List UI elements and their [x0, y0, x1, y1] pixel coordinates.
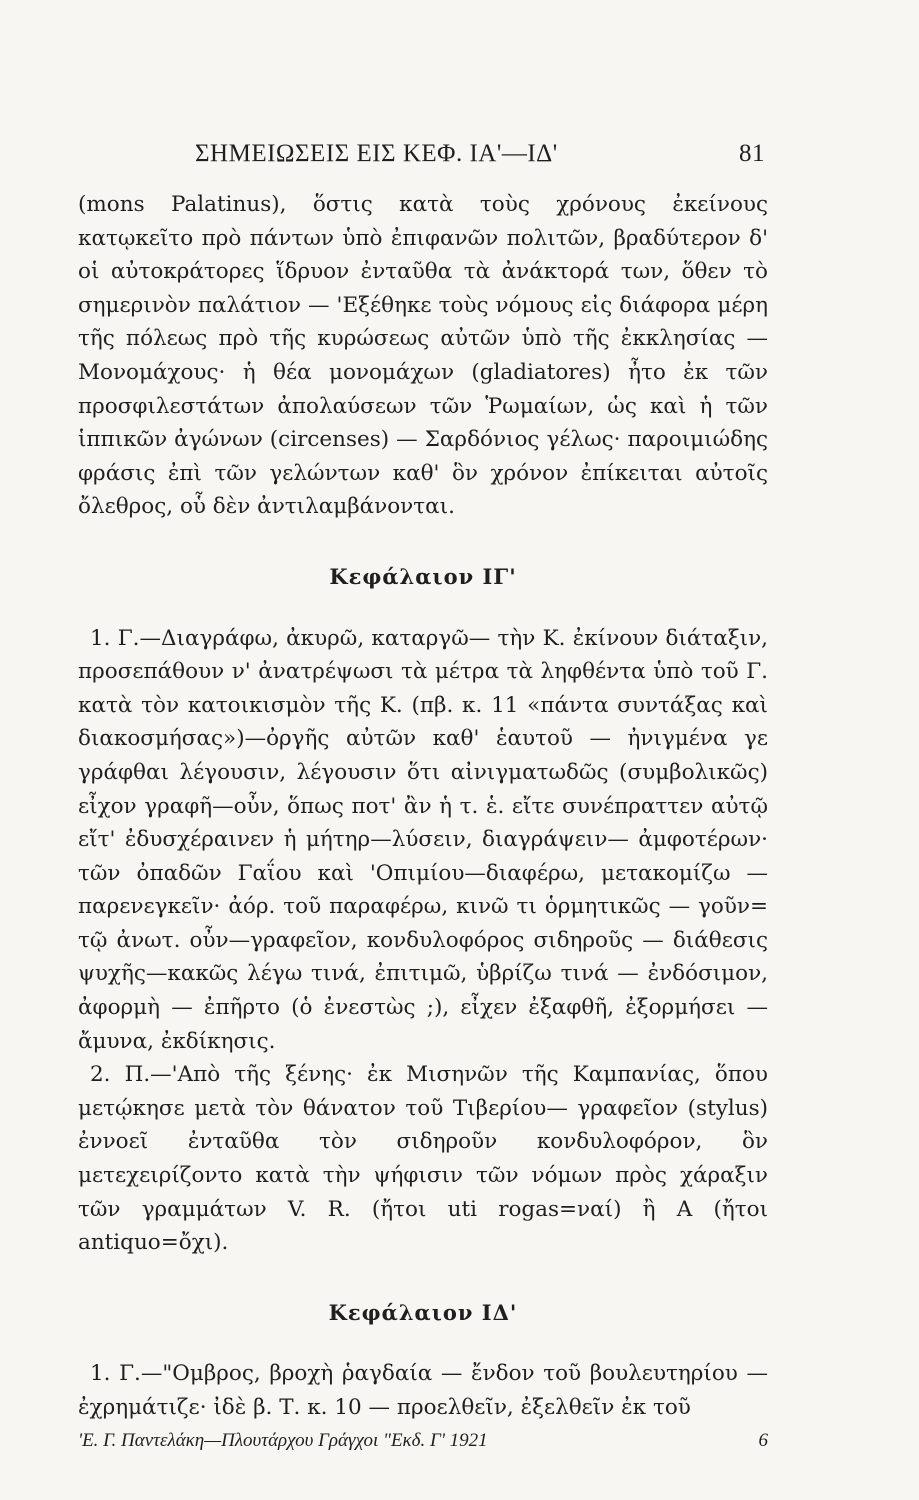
signature-mark: 6	[758, 1430, 768, 1451]
paragraph-ch13-note1: 1. Γ.—Διαγράφω, ἀκυρῶ, καταργῶ— τὴν Κ. ἐκίνουν διάταξιν, προσεπάθουν ν' ἀνατρέψωσι τὰ μέτρα τὰ ληφθέντα ὑπὸ τοῦ Γ. κατὰ τὸν κατοικισμὸν τῆς Κ. (πβ. κ. 11 «πάντα συντάξας καὶ διακοσμήσας»)—ὀργῆς αὐτῶν καθ' ἑαυτοῦ — ἠνιγμένα γε γράφθαι λέγουσιν, λέγουσιν ὅτι αἰνιγματωδῶς (συμβολικῶς) εἶχον γραφῆ—οὖν, ὅπως ποτ' ἂν ἡ τ. ἑ. εἴτε συνέπραττεν αὐτῷ εἴτ' ἐδυσχέραινεν ἡ μήτηρ—λύσειν, διαγράψειν— ἀμφοτέρων· τῶν ὀπαδῶν Γαΐου καὶ 'Οπιμίου—διαφέρω, μετακομίζω — παρενεγκεῖν· ἀόρ. τοῦ παραφέρω, κινῶ τι ὁρμητικῶς — γοῦν= τῷ ἀνωτ. οὖν—γραφεῖον, κονδυλοφόρος σιδηροῦς — διάθεσις ψυχῆς—κακῶς λέγω τινά, ἐπιτιμῶ, ὑβρίζω τινά — ἐνδόσιμον, ἀφορμὴ — ἐπῆρτο (ὁ ἐνεστὼς ;), εἶχεν ἐξαφθῆ, ἐξορμήσει — ἄμυνα, ἐκδίκησις.	[78, 625, 768, 1054]
running-header	[195, 140, 765, 176]
section-heading-13: Κεφάλαιον ΙΓ'	[329, 563, 517, 589]
paragraph-ch13-note2: 2. Π.—'Απὸ τῆς ξένης· ἐκ Μισηνῶν τῆς Καμπανίας, ὅπου μετῴκησε μετὰ τὸν θάνατον τοῦ Τιβερίου— γραφεῖον (stylus) ἐννοεῖ ἐνταῦθα τὸν σιδηροῦν κονδυλοφόρον, ὃν μετεχειρίζοντο κατὰ τὴν ψήφισιν τῶν νόμων πρὸς χάραξιν τῶν γραμμάτων V. R. (ἤτοι uti rogas=ναί) ἢ A (ἤτοι antiquo=ὄχι).	[78, 1062, 768, 1256]
paragraph-intro: (mons Palatinus), ὅστις κατὰ τοὺς χρόνους ἐκείνους κατῳκεῖτο πρὸ πάντων ὑπὸ ἐπιφανῶν πολιτῶν, βραδύτερον δ' οἱ αὐτοκράτορες ἵδρυον ἐνταῦθα τὰ ἀνάκτορά των, ὅθεν τὸ σημερινὸν παλάτιον — 'Εξέθηκε τοὺς νόμους εἰς διάφορα μέρη τῆς πόλεως πρὸ τῆς κυρώσεως αὐτῶν ὑπὸ τῆς ἐκκλησίας — Μονομάχους· ἡ θέα μονομάχων (gladiatores) ἦτο ἐκ τῶν προσφιλεστάτων ἀπολαύσεων τῶν Ῥωμαίων, ὡς καὶ ἡ τῶν ἱππικῶν ἀγώνων (circenses) — Σαρδόνιος γέλως· παροιμιώδης φράσις ἐπὶ τῶν γελώντων καθ' ὃν χρόνον ἐπίκειται αὐτοῖς ὄλεθρος, οὗ δὲν ἀντιλαμβάνονται.	[78, 192, 768, 520]
page-body	[78, 188, 768, 1425]
section-heading-14: Κεφάλαιον ΙΔ'	[328, 1299, 518, 1325]
header-title: ΣΗΜΕΙΩΣΕΙΣ ΕΙΣ ΚΕΦ. ΙΑ'—ΙΔ'	[195, 140, 558, 167]
footer-citation: 'Ε. Γ. Παντελάκη—Πλουτάρχου Γράγχοι "Εκδ. Γ' 1921	[78, 1430, 488, 1451]
page-number: 81	[739, 140, 765, 167]
page-footer	[78, 1430, 768, 1466]
paragraph-ch14-note1: 1. Γ.—"Ομβρος, βροχὴ ῥαγδαία — ἔνδον τοῦ βουλευτηρίου —ἐχρημάτιζε· ἰδὲ β. Τ. κ. 10 — προελθεῖν, ἐξελθεῖν ἐκ τοῦ	[78, 1361, 768, 1420]
